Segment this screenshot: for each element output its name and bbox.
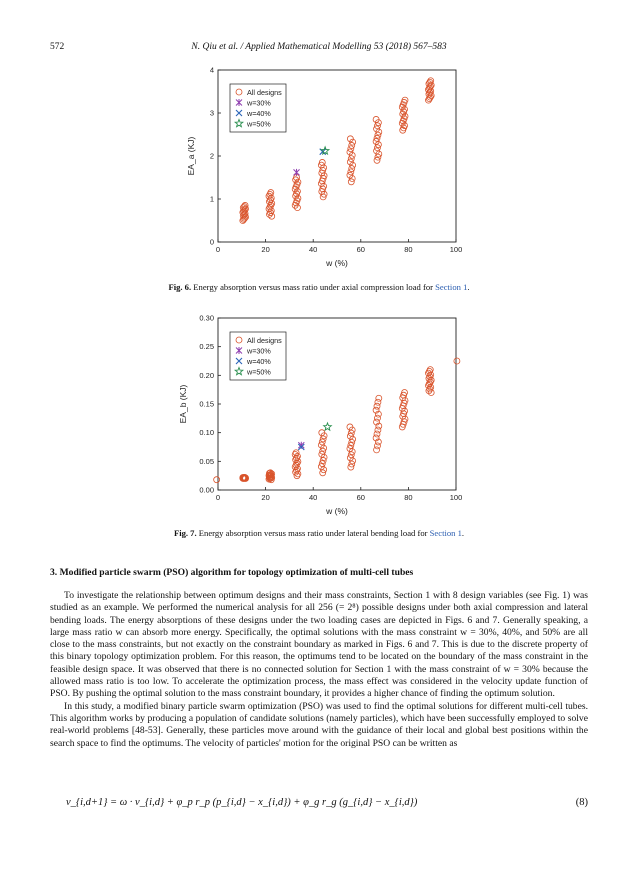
figure-7-chart: [0, 308, 638, 523]
x-tick-label: 0: [215, 245, 221, 254]
data-point-star: [321, 147, 329, 154]
equation-body: v_{i,d+1} = ω · v_{i,d} + φ_p r_p (p_{i,d} − x_{i,d}) + φ_g r_g (g_{i,d} − x_{i,d}): [66, 797, 418, 808]
paragraph-2: In this study, a modified binary particle swarm optimization (PSO) was used to find the optimal solutions for different multi-cell tubes. This algorithm works by producing a population of candidate solutions (namely particles), which have been successfully employed to solve real-world problems [48-53]. Generally, these particles move around with the guidance of their local and global best positions within the search space to find the optimums. The velocity of particles' motion for the original PSO can be written as: [50, 700, 588, 749]
y-tick-label: 0.20: [199, 370, 214, 380]
caption-end: .: [467, 282, 470, 292]
body-text: [50, 590, 588, 750]
y-tick-label: 1: [209, 194, 214, 204]
data-point: [374, 403, 380, 409]
data-point: [374, 415, 380, 421]
x-tick-label: 60: [356, 493, 365, 502]
legend-label: w=40%: [247, 356, 271, 366]
data-point: [374, 431, 380, 437]
caption-label: Fig. 6.: [168, 282, 192, 292]
x-tick-label: 80: [404, 493, 413, 502]
x-axis-label: w (%): [326, 506, 348, 516]
y-tick-label: 0.10: [199, 428, 214, 438]
figure-6-chart: [0, 60, 638, 275]
x-tick-label: 40: [309, 245, 318, 254]
data-point-star: [324, 423, 332, 430]
section-link[interactable]: Section 1: [435, 282, 468, 292]
y-tick-label: 2: [209, 151, 214, 161]
data-point: [375, 427, 381, 433]
data-point-asterisk: [294, 169, 300, 176]
y-axis-label: EA_a (KJ): [186, 136, 196, 176]
section-link[interactable]: Section 1: [429, 528, 462, 538]
data-point: [376, 395, 382, 401]
equation-8: [66, 797, 588, 808]
x-tick-label: 100: [449, 493, 463, 502]
data-point: [374, 447, 380, 453]
journal-citation: N. Qiu et al. / Applied Mathematical Modelling 53 (2018) 567–583: [191, 42, 447, 52]
y-tick-label: 0.15: [199, 399, 214, 409]
data-point: [454, 358, 460, 364]
data-point: [214, 477, 220, 483]
figure-7-caption: [0, 528, 638, 538]
x-tick-label: 0: [215, 493, 221, 502]
caption-text: Energy absorption versus mass ratio under axial compression load for: [193, 282, 436, 292]
y-tick-label: 0: [209, 237, 214, 247]
x-tick-label: 60: [356, 245, 365, 254]
y-tick-label: 0.30: [199, 313, 214, 323]
legend-label: All designs: [247, 335, 282, 345]
caption-text: Energy absorption versus mass ratio under lateral bending load for: [198, 528, 430, 538]
caption-end: .: [461, 528, 465, 538]
data-point: [375, 399, 381, 405]
x-tick-label: 100: [449, 245, 463, 254]
x-tick-label: 20: [261, 493, 270, 502]
page-number: 572: [50, 42, 65, 52]
y-tick-label: 4: [209, 65, 214, 75]
y-axis-label: EA_b (KJ): [178, 384, 188, 424]
x-axis-label: w (%): [326, 258, 348, 268]
legend-label: w=50%: [247, 119, 271, 129]
equation-number: (8): [575, 797, 588, 808]
y-tick-label: 3: [209, 108, 214, 118]
x-tick-label: 80: [404, 245, 413, 254]
legend-label: w=40%: [247, 108, 271, 118]
x-tick-label: 40: [309, 493, 318, 502]
x-tick-label: 20: [261, 245, 270, 254]
legend-label: All designs: [247, 87, 282, 97]
data-point: [374, 443, 380, 449]
legend-label: w=30%: [247, 346, 271, 356]
section-heading: 3. Modified particle swarm (PSO) algorithm for topology optimization of multi-cell tubes: [50, 567, 414, 578]
y-tick-label: 0.25: [199, 342, 214, 352]
y-tick-label: 0.05: [199, 456, 214, 466]
caption-label: Fig. 7.: [173, 528, 197, 538]
figure-6-caption: [0, 282, 638, 292]
paragraph-1: To investigate the relationship between optimum designs and their mass constraints, Section 1 with 8 design variables (see Fig. 1) was studied as an example. We performed the numerical analysis for all 256 (= 2⁸) possible designs under both axial compression and lateral bending loads. The energy absorptions of these designs under the two loading cases are depicted in Figs. 6 and 7. Generally speaking, a large mass ratio w can absorb more energy. Specifically, the optimal solutions with the mass constraint w = 30%, 40%, and 50% are all close to the mass constraints, but not exactly on the constraint boundary as marked in Figs. 6 and 7. This is due to the discrete property of this binary topology optimization problem. For this reason, the optimums tend to be located on the boundary of the mass constraint in the feasible design space. It was observed that there is no connected solution for Section 1 with the mass constraint of w = 30% because the allowed mass ratio is too low. To accelerate the optimization process, the mass effect was considered in the velocity update function of PSO. By pushing the optimal solution to the mass constraint boundary, it provides a higher chance of finding the optimum solution.: [50, 590, 588, 700]
legend-label: w=30%: [247, 98, 271, 108]
legend-label: w=50%: [247, 367, 271, 377]
y-tick-label: 0.00: [199, 485, 214, 495]
